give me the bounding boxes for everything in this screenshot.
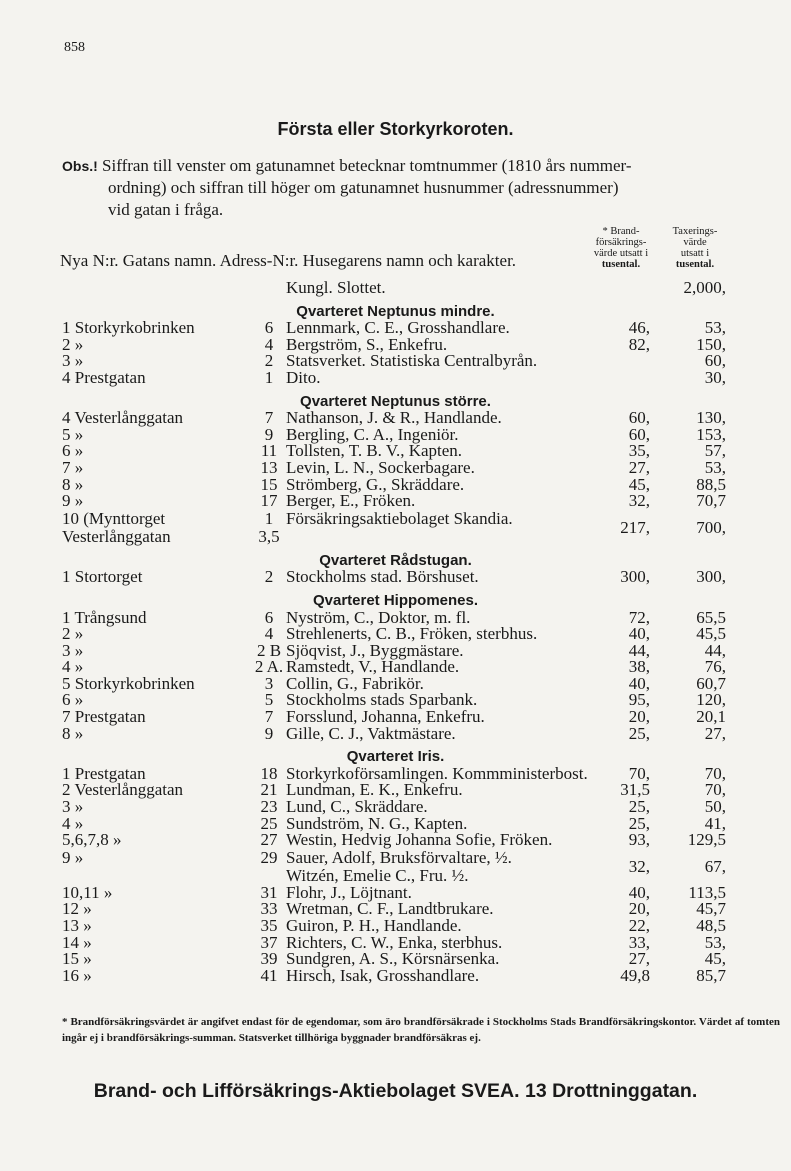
owner-cell: Berger, E., Fröken. [286,491,416,511]
brand-value-cell: 25, [628,723,650,743]
brand-value-cell: 22, [628,916,650,935]
brand-header-line: försäkrings- [595,237,647,248]
address-number-cell: 21 [260,780,278,800]
owner-cell: Kungl. Slottet. [286,278,386,297]
section-label: Qvarteret Iris. [346,748,445,766]
owner-cell: Sundgren, A. S., Körsnärsenka. [286,949,500,969]
tax-value-cell: 53, [704,932,726,952]
tax-header-line: tusental. [675,259,715,270]
owner-cell: Stockholms stad. Börshuset. [286,567,479,587]
owner-cell [286,849,606,885]
street-cell: 3 » [62,640,84,660]
address-number-cell: 11 [260,441,278,461]
brand-value-cell: 45, [628,474,650,494]
brand-value-cell: 217, [620,517,650,537]
brand-header-line: värde utsatt i [593,248,649,259]
tax-value-header [662,226,728,270]
brand-value-cell: 44, [628,640,650,660]
brand-value-cell: 20, [628,707,650,727]
owner-cell: Richters, C. W., Enka, sterbhus. [286,932,503,952]
section-label: Qvarteret Hippomenes. [312,591,479,609]
street-cell: 4 » [62,813,84,833]
address-number-cell: 35 [260,916,278,935]
obs-line-3: vid gatan i fråga. [108,200,224,219]
section-label: Qvarteret Neptunus mindre. [296,302,495,320]
owner-cell: Wretman, C. F., Landtbrukare. [286,899,494,919]
brand-value-cell: 20, [628,899,650,919]
address-number-cell: 33 [260,899,278,919]
address-number-cell: 7 [264,408,274,428]
table-row [0,849,791,885]
address-number-cell: 25 [260,813,278,833]
tax-value-cell: 76, [704,657,726,677]
tax-value-cell: 85,7 [696,965,726,985]
owner-cell: Lund, C., Skräddare. [286,797,428,817]
address-number-cell: 2 A. [254,657,284,677]
owner-cell: Dito. [286,367,321,387]
street-cell [62,849,262,867]
tax-header-line: Taxerings- [672,226,718,237]
address-number-cell [250,849,288,867]
tax-value-cell: 70, [704,780,726,800]
address-number-cell: 37 [260,932,278,952]
brand-value-cell: 35, [628,441,650,461]
address-number-cell: 23 [260,797,278,817]
obs-line-1: Siffran till venster om gatunamnet betecknar tomtnummer (1810 års nummer- [102,156,632,175]
address-number-cell: 27 [260,830,278,850]
section-label: Qvarteret Rådstugan. [319,551,472,569]
street-cell: 3 » [62,351,84,371]
obs-label: Obs.! [62,158,98,174]
table-row [0,510,791,546]
street-cell: 4 » [62,657,84,677]
street-cell: 9 » [62,491,84,511]
owner-cell: Nyström, C., Doktor, m. fl. [286,607,471,627]
brand-value-cell: 40, [628,882,650,902]
street-cell: 1 Storkyrkobrinken [62,318,195,338]
brand-value-cell: 93, [628,830,650,850]
owner-cell: Statsverket. Statistiska Centralbyrån. [286,351,538,371]
brand-value-cell: 300, [620,567,650,587]
tax-value-cell: 60, [704,351,726,371]
brand-value-cell: 27, [628,949,650,969]
brand-value-cell: 25, [628,797,650,817]
tax-value-cell: 65,5 [696,607,726,627]
owner-cell: Guiron, P. H., Handlande. [286,916,462,935]
tax-value-cell: 50, [704,797,726,817]
owner-cell: Sjöqvist, J., Byggmästare. [286,640,464,660]
street-cell-line: 9 » [62,847,84,867]
owner-cell: Strehlenerts, C. B., Fröken, sterbhus. [286,624,538,644]
table-row [0,280,791,297]
tax-value-cell: 120, [696,690,726,710]
street-cell: 16 » [62,965,92,985]
property-table [0,280,791,984]
owner-cell [286,510,606,528]
brand-value-cell: 27, [628,457,650,477]
tax-value-cell: 27, [704,723,726,743]
tax-value-cell: 70, [704,763,726,783]
brand-value-cell: 40, [628,624,650,644]
brand-value-cell: 33, [628,932,650,952]
address-number-cell: 1 [264,367,274,387]
brand-value-cell: 72, [628,607,650,627]
tax-value-cell: 67, [704,856,726,876]
section-label: Qvarteret Neptunus större. [300,392,491,410]
brand-value-cell: 31,5 [620,780,650,800]
owner-cell: Strömberg, G., Skräddare. [286,474,465,494]
address-number-cell: 9 [264,723,274,743]
address-number-cell: 2 [264,351,274,371]
street-cell: 2 » [62,624,84,644]
street-cell: 3 » [62,797,84,817]
owner-cell: Stockholms stads Sparbank. [286,690,478,710]
street-cell: 4 Vesterlånggatan [62,408,184,428]
street-cell: 5 » [62,424,84,444]
address-number-cell: 3 [264,673,274,693]
owner-cell: Gille, C. J., Vaktmästare. [286,723,456,743]
brand-value-header [585,226,657,270]
table-row [0,723,791,743]
tax-value-cell: 44, [704,640,726,660]
owner-cell: Forsslund, Johanna, Enkefru. [286,707,485,727]
address-number-cell [250,510,288,546]
street-cell: 2 » [62,334,84,354]
brand-value-cell: 25, [628,813,650,833]
address-number-cell: 5 [264,690,274,710]
owner-cell: Storkyrkoförsamlingen. Kommministerbost. [286,763,588,783]
address-number-cell: 9 [264,424,274,444]
street-cell: 5 Storkyrkobrinken [62,673,195,693]
street-cell: 7 Prestgatan [62,707,146,727]
address-number-cell: 13 [260,457,278,477]
tax-value-cell: 45,5 [696,624,726,644]
street-cell: 2 Vesterlånggatan [62,780,184,800]
tax-value-cell: 45, [704,949,726,969]
owner-cell: Bergström, S., Enkefru. [286,334,448,354]
tax-value-cell: 2,000, [683,278,726,297]
footnote: * Brandförsäkringsvärdet är angifvet endast för de egendomar, som äro brandförsäkrade i Stockholms Stads Brandförsäkringskontor. Värdet af tomten ingår ej i brandförsäkrings-summan. Statsverket tillhöriga byggnader brandförsäkras ej. [62,1016,780,1044]
street-cell: 1 Stortorget [62,567,143,587]
brand-value-cell: 60, [628,408,650,428]
tax-value-cell: 57, [704,441,726,461]
owner-cell: Levin, L. N., Sockerbagare. [286,457,475,477]
address-number-cell: 39 [260,949,278,969]
street-cell: 8 » [62,723,84,743]
tax-value-cell: 70,7 [696,491,726,511]
tax-value-cell: 30, [704,367,726,387]
street-cell: 7 » [62,457,84,477]
brand-value-cell: 38, [628,657,650,677]
owner-cell-line: Witzén, Emelie C., Fru. ½. [286,865,469,885]
page-number: 858 [64,40,85,55]
tax-value-cell: 53, [704,318,726,338]
owner-cell: Sundström, N. G., Kapten. [286,813,468,833]
section-heading [0,593,791,610]
tax-value-cell: 45,7 [696,899,726,919]
tax-value-cell: 700, [696,517,726,537]
address-number-cell: 31 [260,882,278,902]
address-number-cell: 6 [264,607,274,627]
owner-cell: Hirsch, Isak, Grosshandlare. [286,965,480,985]
page-title: Första eller Storkyrkoroten. [277,119,514,139]
street-cell: 8 » [62,474,84,494]
tax-value-cell: 153, [696,424,726,444]
owner-cell-line: Sauer, Adolf, Bruksförvaltare, ½. [286,847,512,867]
brand-header-line: tusental. [601,259,641,270]
address-number-cell: 4 [264,624,274,644]
address-number-cell: 18 [260,763,278,783]
tax-value-cell: 129,5 [687,830,726,850]
owner-cell: Tollsten, T. B. V., Kapten. [286,441,463,461]
tax-value-cell: 113,5 [688,882,726,902]
address-number-cell: 17 [260,491,278,511]
street-cell: 4 Prestgatan [62,367,146,387]
table-row [0,832,791,849]
brand-value-cell: 70, [628,763,650,783]
brand-value-cell: 82, [628,334,650,354]
street-cell: 6 » [62,441,84,461]
brand-value-cell: 32, [628,856,650,876]
tax-header-line: värde [683,237,707,248]
address-number-cell-line: 3,5 [258,526,280,546]
address-number-cell: 2 B [256,640,282,660]
tax-value-cell: 130, [696,408,726,428]
table-row [0,493,791,510]
tax-value-cell: 300, [696,567,726,587]
address-number-cell-line: 1 [264,508,274,528]
street-cell: 5,6,7,8 » [62,830,122,850]
street-cell: 13 » [62,916,92,935]
tax-value-cell: 48,5 [696,916,726,935]
owner-cell: Nathanson, J. & R., Handlande. [286,408,502,428]
owner-cell: Westin, Hedvig Johanna Sofie, Fröken. [286,830,553,850]
brand-header-line: * Brand- [602,226,640,237]
brand-value-cell: 40, [628,673,650,693]
owner-cell: Lennmark, C. E., Grosshandlare. [286,318,510,338]
tax-value-cell: 20,1 [696,707,726,727]
owner-cell: Ramstedt, V., Handlande. [286,657,460,677]
street-cell: 6 » [62,690,84,710]
street-cell: 1 Trångsund [62,607,147,627]
street-cell-line: 10 (Mynttorget [62,508,166,528]
address-number-cell: 41 [260,965,278,985]
table-row [0,965,791,985]
owner-cell-line: Försäkringsaktiebolaget Skandia. [286,508,513,528]
column-headers: Nya N:r. Gatans namn. Adress-N:r. Husegarens namn och karakter. [60,251,517,270]
advertisement: Brand- och Lifförsäkrings-Aktiebolaget SVEA. 13 Drottninggatan. [93,1080,698,1102]
street-cell-line: Vesterlånggatan [62,526,171,546]
brand-value-cell: 49,8 [620,965,650,985]
owner-cell: Flohr, J., Löjtnant. [286,882,412,902]
tax-value-cell: 88,5 [696,474,726,494]
tax-value-cell: 60,7 [696,673,726,693]
brand-value-cell: 32, [628,491,650,511]
owner-cell: Collin, G., Fabrikör. [286,673,424,693]
street-cell: 10,11 » [62,882,113,902]
obs-line-2: ordning) och siffran till höger om gatunamnet husnummer (adressnummer) [108,178,619,197]
street-cell: 14 » [62,932,92,952]
address-number-cell: 7 [264,707,274,727]
street-cell: 1 Prestgatan [62,763,146,783]
address-number-cell: 6 [264,318,274,338]
table-row [0,367,791,387]
address-number-cell-line: 29 [260,847,278,867]
address-number-cell: 2 [264,567,274,587]
tax-value-cell: 53, [704,457,726,477]
owner-cell: Bergling, C. A., Ingeniör. [286,424,459,444]
owner-cell: Lundman, E. K., Enkefru. [286,780,463,800]
tax-header-line: utsatt i [680,248,710,259]
table-row [0,569,791,586]
address-number-cell: 4 [264,334,274,354]
obs-note [62,155,762,221]
street-cell [62,510,262,546]
tax-value-cell: 150, [696,334,726,354]
street-cell: 15 » [62,949,92,969]
brand-value-cell: 60, [628,424,650,444]
brand-value-cell: 95, [628,690,650,710]
address-number-cell: 15 [260,474,278,494]
brand-value-cell: 46, [628,318,650,338]
tax-value-cell: 41, [704,813,726,833]
street-cell: 12 » [62,899,92,919]
